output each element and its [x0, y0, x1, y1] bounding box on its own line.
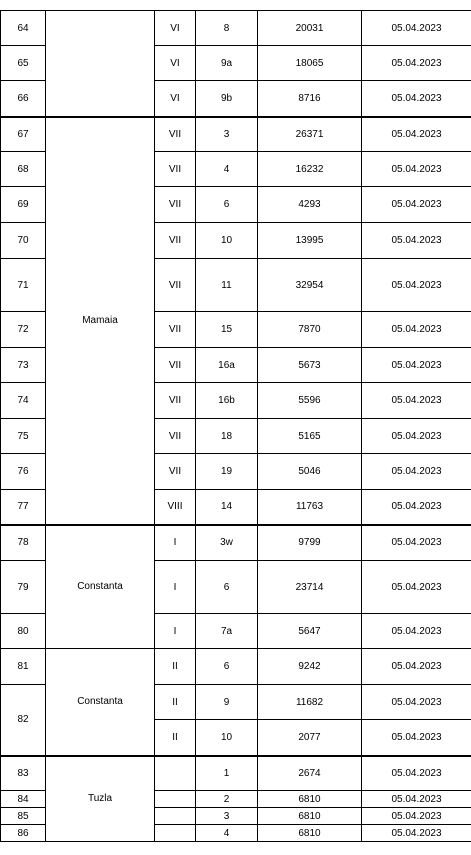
row-number: 68	[1, 152, 46, 187]
sector-cell: II	[155, 685, 196, 720]
area-cell: 20031	[258, 11, 362, 46]
lot-cell: 10	[196, 223, 258, 259]
sector-cell: I	[155, 525, 196, 561]
row-number: 77	[1, 490, 46, 525]
row-number: 75	[1, 419, 46, 454]
sector-cell: VII	[155, 348, 196, 383]
sector-cell	[155, 808, 196, 825]
area-cell: 23714	[258, 561, 362, 614]
date-cell: 05.04.2023	[362, 614, 471, 649]
sector-cell: VII	[155, 312, 196, 348]
sector-cell	[155, 791, 196, 808]
lot-cell: 3	[196, 117, 258, 152]
lot-cell: 9b	[196, 81, 258, 117]
date-cell: 05.04.2023	[362, 152, 471, 187]
row-number: 79	[1, 561, 46, 614]
sector-cell: VII	[155, 383, 196, 419]
area-cell: 11682	[258, 685, 362, 720]
lot-cell: 2	[196, 791, 258, 808]
area-cell: 9799	[258, 525, 362, 561]
date-cell: 05.04.2023	[362, 756, 471, 791]
lot-cell: 3	[196, 808, 258, 825]
sector-cell: VIII	[155, 490, 196, 525]
date-cell: 05.04.2023	[362, 454, 471, 490]
lot-cell: 11	[196, 259, 258, 312]
area-cell: 7870	[258, 312, 362, 348]
area-cell: 5165	[258, 419, 362, 454]
lot-cell: 16a	[196, 348, 258, 383]
area-cell: 6810	[258, 791, 362, 808]
area-cell: 18065	[258, 46, 362, 81]
lot-cell: 19	[196, 454, 258, 490]
locality-cell: Constanta	[46, 525, 155, 649]
sector-cell: VII	[155, 419, 196, 454]
date-cell: 05.04.2023	[362, 117, 471, 152]
date-cell: 05.04.2023	[362, 808, 471, 825]
date-cell: 05.04.2023	[362, 46, 471, 81]
date-cell: 05.04.2023	[362, 348, 471, 383]
area-cell: 11763	[258, 490, 362, 525]
sector-cell	[155, 756, 196, 791]
area-cell: 9242	[258, 649, 362, 685]
lot-cell: 9	[196, 685, 258, 720]
area-cell: 6810	[258, 808, 362, 825]
sector-cell: VI	[155, 11, 196, 46]
sector-cell: II	[155, 649, 196, 685]
locality-cell: Mamaia	[46, 117, 155, 525]
date-cell: 05.04.2023	[362, 11, 471, 46]
area-cell: 13995	[258, 223, 362, 259]
lot-cell: 3w	[196, 525, 258, 561]
lot-cell: 10	[196, 720, 258, 756]
area-cell: 6810	[258, 825, 362, 842]
locality-cell	[46, 11, 155, 117]
row-number: 80	[1, 614, 46, 649]
area-cell: 32954	[258, 259, 362, 312]
date-cell: 05.04.2023	[362, 383, 471, 419]
sector-cell: II	[155, 720, 196, 756]
date-cell: 05.04.2023	[362, 259, 471, 312]
table-row	[1, 649, 471, 685]
date-cell: 05.04.2023	[362, 825, 471, 842]
row-number: 83	[1, 756, 46, 791]
row-number: 64	[1, 11, 46, 46]
sector-cell: VI	[155, 81, 196, 117]
area-cell: 5596	[258, 383, 362, 419]
area-cell: 4293	[258, 187, 362, 223]
area-cell: 5673	[258, 348, 362, 383]
table-row	[1, 756, 471, 791]
date-cell: 05.04.2023	[362, 187, 471, 223]
row-number: 78	[1, 525, 46, 561]
row-number: 85	[1, 808, 46, 825]
locality-cell: Constanta	[46, 649, 155, 756]
sector-cell: I	[155, 561, 196, 614]
date-cell: 05.04.2023	[362, 312, 471, 348]
row-number: 65	[1, 46, 46, 81]
table-row	[1, 11, 471, 46]
date-cell: 05.04.2023	[362, 561, 471, 614]
lot-cell: 14	[196, 490, 258, 525]
row-number: 67	[1, 117, 46, 152]
area-cell: 5647	[258, 614, 362, 649]
date-cell: 05.04.2023	[362, 81, 471, 117]
sector-cell: VII	[155, 454, 196, 490]
date-cell: 05.04.2023	[362, 649, 471, 685]
row-number: 74	[1, 383, 46, 419]
sector-cell: VI	[155, 46, 196, 81]
row-number: 82	[1, 685, 46, 756]
date-cell: 05.04.2023	[362, 720, 471, 756]
sector-cell: VII	[155, 187, 196, 223]
lot-cell: 8	[196, 11, 258, 46]
sector-cell: VII	[155, 117, 196, 152]
sector-cell: VII	[155, 259, 196, 312]
date-cell: 05.04.2023	[362, 223, 471, 259]
row-number: 71	[1, 259, 46, 312]
date-cell: 05.04.2023	[362, 791, 471, 808]
lot-cell: 4	[196, 152, 258, 187]
area-cell: 2077	[258, 720, 362, 756]
lot-cell: 6	[196, 187, 258, 223]
lot-cell: 18	[196, 419, 258, 454]
row-number: 76	[1, 454, 46, 490]
area-cell: 5046	[258, 454, 362, 490]
sector-cell	[155, 825, 196, 842]
date-cell: 05.04.2023	[362, 525, 471, 561]
lot-cell: 7a	[196, 614, 258, 649]
date-cell: 05.04.2023	[362, 685, 471, 720]
sector-cell: VII	[155, 152, 196, 187]
row-number: 86	[1, 825, 46, 842]
row-number: 66	[1, 81, 46, 117]
lot-cell: 16b	[196, 383, 258, 419]
date-cell: 05.04.2023	[362, 490, 471, 525]
lot-cell: 9a	[196, 46, 258, 81]
row-number: 69	[1, 187, 46, 223]
area-cell: 2674	[258, 756, 362, 791]
row-number: 72	[1, 312, 46, 348]
lot-cell: 6	[196, 561, 258, 614]
sector-cell: VII	[155, 223, 196, 259]
locality-cell: Tuzla	[46, 756, 155, 842]
row-number: 73	[1, 348, 46, 383]
sector-cell: I	[155, 614, 196, 649]
row-number: 84	[1, 791, 46, 808]
row-number: 70	[1, 223, 46, 259]
row-number: 81	[1, 649, 46, 685]
area-cell: 8716	[258, 81, 362, 117]
lot-cell: 1	[196, 756, 258, 791]
lot-cell: 6	[196, 649, 258, 685]
parcel-table	[0, 10, 471, 842]
date-cell: 05.04.2023	[362, 419, 471, 454]
table-row	[1, 525, 471, 561]
area-cell: 26371	[258, 117, 362, 152]
table-row	[1, 117, 471, 152]
area-cell: 16232	[258, 152, 362, 187]
lot-cell: 4	[196, 825, 258, 842]
lot-cell: 15	[196, 312, 258, 348]
